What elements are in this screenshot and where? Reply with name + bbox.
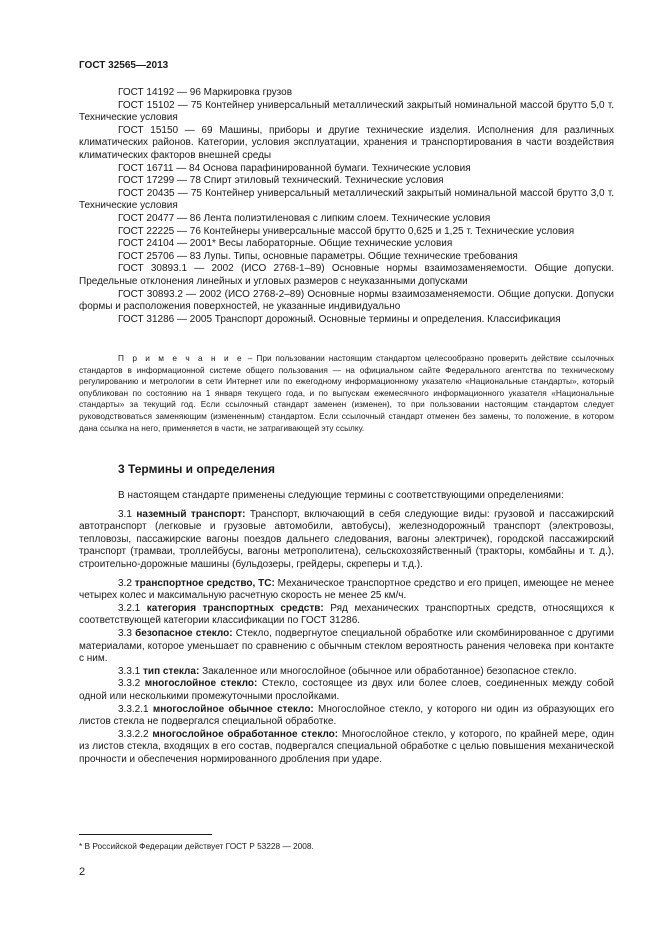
term-paragraph: [79, 628, 614, 666]
term-name: многослойное обработанное стекло:: [152, 728, 339, 740]
document-header: ГОСТ 32565—2013: [79, 60, 169, 71]
term-name: категория транспортных средств:: [146, 602, 324, 614]
term-paragraph: [79, 578, 614, 603]
term-number: 3.3: [118, 627, 132, 639]
intro-paragraph: В настоящем стандарте применены следующие термины с соответствующими определениями:: [118, 490, 564, 501]
footnote-separator: [79, 834, 212, 835]
footnote: * В Российской Федерации действует ГОСТ Р 53228 — 2008.: [79, 841, 314, 851]
term-name: наземный транспорт:: [136, 508, 246, 520]
reference-item: ГОСТ 15102 — 75 Контейнер универсальный металлический закрытый номинальной массой брутто 5,0 т. Технические условия: [79, 99, 614, 124]
term-number: 3.3.2: [118, 678, 141, 690]
term-definition: Многослойное стекло, у которого, по крайней мере, один из листов стекла, входящих в его состав, подвергался специальной обработке с целью повышения механической прочности и обеспечения нормированного дробления при ударе.: [79, 728, 614, 765]
term-paragraph: [79, 704, 614, 729]
term-number: 3.1: [118, 508, 132, 520]
term-number: 3.2: [118, 577, 132, 589]
section-title: 3 Термины и определения: [118, 462, 276, 476]
term-paragraph: [79, 678, 614, 703]
term-definition: Механическое транспортное средство и его прицеп, имеющее не менее четырех колес и максимальную расчетную скорость не менее 25 км/ч.: [79, 577, 614, 602]
term-name: многослойное стекло:: [144, 678, 258, 690]
term-name: безопасное стекло:: [135, 627, 233, 639]
reference-item: ГОСТ 20435 — 75 Контейнер универсальный металлический закрытый номинальной массой брутто 3,0 т. Технические условия: [79, 187, 614, 212]
term-name: транспортное средство, ТС:: [134, 577, 275, 589]
term-definition: Транспорт, включающий в себя следующие виды: грузовой и пассажирский автотранспорт (легковые и грузовые автомобили, автобусы), железнодорожный транспорт (электровозы, тепловозы, пассажирские вагоны поездов дальнего следования, вагоны электричек), городской пассажирский транспорт (трамваи, троллейбусы, вагоны метрополитена), сельскохозяйственный (тракторы, комбайны и т. д.), строительно-дорожные машины (бульдозеры, грейдеры, скреперы и т.д.).: [79, 508, 615, 570]
reference-item: ГОСТ 14192 — 96 Маркировка грузов: [118, 87, 293, 98]
term-paragraph: [79, 729, 614, 767]
terms-section: [79, 490, 614, 766]
term-name: тип стекла:: [143, 665, 200, 677]
term-number: 3.3.2.2: [118, 728, 149, 740]
reference-item: ГОСТ 24104 — 2001* Весы лабораторные. Общие технические условия: [118, 238, 453, 250]
term-definition: Многослойное стекло, у которого ни один из образующих его листов стекла не подвергался специальной обработке.: [79, 703, 615, 728]
reference-item: ГОСТ 30893.1 — 2002 (ИСО 2768-1–89) Основные нормы взаимозаменяемости. Общие допуски. Предельные отклонения линейных и угловых размеров с неуказанными допусками: [79, 263, 614, 287]
normative-references: [79, 87, 614, 326]
note-paragraph: [79, 353, 614, 434]
reference-item: ГОСТ 17299 — 78 Спирт этиловый технический. Технические условия: [118, 175, 444, 187]
term-definition: Ряд механических транспортных средств, относящихся к соответствующей категории классификации по ГОСТ 31286.: [79, 602, 615, 627]
reference-item: ГОСТ 31286 — 2005 Транспорт дорожный. Основные термины и определения. Классификация: [118, 313, 561, 325]
page-number: 2: [79, 866, 86, 878]
reference-item: ГОСТ 22225 — 76 Контейнеры универсальные массой брутто 0,625 и 1,25 т. Технические условия: [118, 225, 575, 237]
term-number: 3.2.1: [118, 602, 141, 614]
term-definition: Стекло, подвергнутое специальной обработке или скомбинированное с другими материалами, которое уменьшает по сравнению с обычным стеклом вероятность ранения человека при контакте с ним.: [79, 627, 614, 665]
reference-item: ГОСТ 30893.2 — 2002 (ИСО 2768-2–89) Основные нормы взаимозаменяемости. Общие допуски. Допуски формы и расположения поверхностей, не указанные индивидуально: [79, 288, 614, 313]
term-name: многослойное обычное стекло:: [152, 703, 314, 715]
term-definition: Стекло, состоящее из двух или более слоев, соединенных между собой одной или несколькими промежуточными прослойками.: [79, 678, 615, 702]
reference-item: ГОСТ 20477 — 86 Лента полиэтиленовая с липким слоем. Технические условия: [118, 212, 491, 224]
term-number: 3.3.2.1: [118, 703, 149, 715]
term-number: 3.3.1: [118, 665, 141, 677]
term-paragraph: [79, 603, 614, 628]
term-paragraph: [79, 666, 614, 679]
term-definition: Закаленное или многослойное (обычное или обработанное) безопасное стекло.: [199, 665, 577, 677]
reference-item: ГОСТ 25706 — 83 Лупы. Типы, основные параметры. Общие технические требования: [118, 250, 518, 262]
reference-item: ГОСТ 15150 — 69 Машины, приборы и другие технические изделия. Исполнения для различных климатических районов. Категории, условия эксплуатации, хранения и транспортирования в части воздействия климатических факторов внешней среды: [79, 124, 614, 161]
note-text: – При пользовании настоящим стандартом целесообразно проверить действие ссылочных стандартов в информационной системе общего пользования — на официальном сайте Федерального агентства по техническому регулированию и метрологии в сети Интернет или по ежегодному информационному указателю «Национальные стандарты», который опубликован по состоянию на 1 января текущего года, и по выпускам ежемесячного информационного указателя «Национальные стандарты» за текущий год. Если ссылочный стандарт заменен (изменен), то при пользовании настоящим стандартом следует руководствоваться заменяющим (измененным) стандартом. Если ссылочный стандарт отменен без замены, то положение, в котором дана ссылка на него, применяется в части, не затрагивающей эту ссылку.: [79, 353, 614, 433]
note-label: П р и м е ч а н и е: [118, 353, 244, 363]
reference-item: ГОСТ 16711 — 84 Основа парафинированной бумаги. Технические условия: [118, 162, 471, 174]
term-paragraph: [79, 509, 614, 572]
